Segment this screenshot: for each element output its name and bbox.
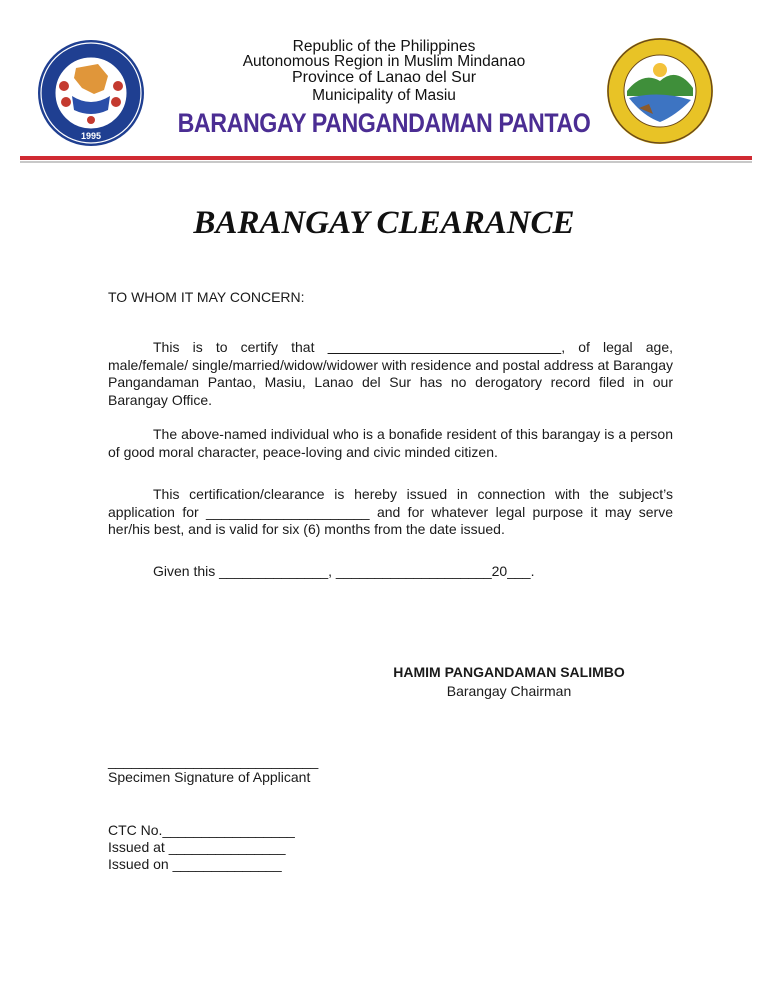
applicant-signature-label: Specimen Signature of Applicant — [108, 769, 311, 785]
chairman-title: Barangay Chairman — [446, 683, 572, 699]
header-barangay-name: BARANGAY PANGANDAMAN PANTAO — [177, 108, 591, 138]
header-divider-grey — [20, 161, 752, 163]
document-title: BARANGAY CLEARANCE — [193, 205, 575, 241]
name-blank: ______________________________ — [327, 339, 562, 355]
certify-text-before: This is to certify that — [153, 339, 328, 355]
ctc-issued-at-field: Issued at _______________ — [108, 839, 286, 855]
ctc-number-field: CTC No._________________ — [108, 822, 295, 838]
header-province: Province of Lanao del Sur — [291, 69, 477, 86]
header-region: Autonomous Region in Muslim Mindanao — [242, 53, 526, 70]
ctc-issued-on-field: Issued on ______________ — [108, 856, 282, 872]
header-municipality: Municipality of Masiu — [312, 87, 456, 104]
header-divider-red — [20, 156, 752, 160]
certify-text-after: , of legal age, male/female/ single/married/widow/widower with residence and postal address at Barangay Pangandaman Pantao, Masiu, Lanao del Sur has no derogatory record filed in our Barangay Office. — [108, 339, 674, 408]
header-republic: Republic of the Philippines — [292, 38, 476, 55]
svg-text:1995: 1995 — [80, 131, 102, 141]
paragraph-certify — [108, 339, 673, 409]
paragraph-given-date: Given this ______________, ____________________20___. — [153, 563, 535, 579]
applicant-signature-line: ___________________________ — [108, 753, 319, 769]
paragraph-purpose: This certification/clearance is hereby issued in connection with the subject’s application for _____________________ and for whatever legal purpose it may serve her/his best, and is valid for six (6) months from the date issued. — [108, 486, 673, 537]
salutation: TO WHOM IT MAY CONCERN: — [108, 289, 305, 305]
paragraph-character: The above-named individual who is a bonafide resident of this barangay is a person of good moral character, peace-loving and civic minded citizen. — [108, 426, 673, 460]
chairman-name: HAMIM PANGANDAMAN SALIMBO — [393, 664, 625, 680]
